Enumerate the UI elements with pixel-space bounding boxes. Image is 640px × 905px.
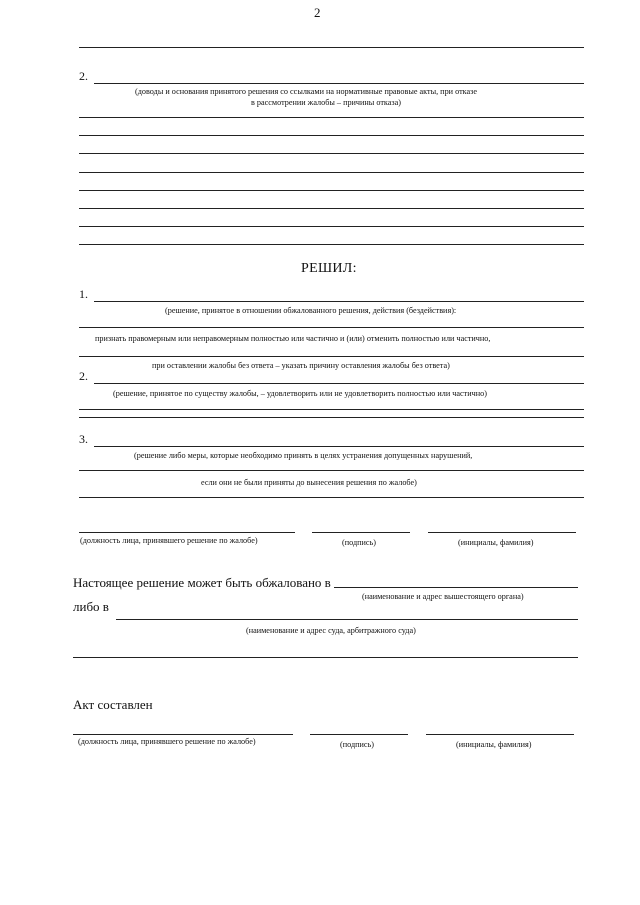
blank-line bbox=[79, 153, 584, 154]
decision-2-caption: (решение, принятое по существу жалобы, – удовлетворить или не удовлетворить полностью или частично) bbox=[113, 389, 487, 398]
decided-heading: РЕШИЛ: bbox=[301, 261, 357, 276]
decision-1-number: 1. bbox=[79, 287, 88, 301]
blank-line bbox=[79, 190, 584, 191]
name-caption: (инициалы, фамилия) bbox=[458, 538, 534, 547]
blank-line bbox=[79, 47, 584, 48]
blank-line bbox=[79, 244, 584, 245]
position-line bbox=[79, 532, 295, 533]
blank-line bbox=[79, 117, 584, 118]
blank-line bbox=[79, 208, 584, 209]
blank-line bbox=[79, 327, 584, 328]
decision-1-caption: при оставлении жалобы без ответа – указать причину оставления жалобы без ответа) bbox=[152, 361, 450, 370]
blank-line bbox=[334, 587, 578, 588]
blank-line bbox=[116, 619, 578, 620]
name-line bbox=[426, 734, 574, 735]
signature-caption: (подпись) bbox=[340, 740, 374, 749]
blank-line bbox=[79, 226, 584, 227]
blank-line bbox=[94, 301, 584, 302]
blank-line bbox=[79, 497, 584, 498]
blank-line bbox=[73, 657, 578, 658]
blank-line bbox=[79, 172, 584, 173]
signature-line bbox=[310, 734, 408, 735]
decision-3-caption: (решение либо меры, которые необходимо принять в целях устранения допущенных нарушений, bbox=[134, 451, 473, 460]
section-2-caption: в рассмотрении жалобы – причины отказа) bbox=[251, 98, 402, 107]
signature-caption: (подпись) bbox=[342, 538, 376, 547]
position-caption: (должность лица, принявшего решение по жалобе) bbox=[80, 536, 258, 545]
blank-line bbox=[94, 83, 584, 84]
section-2-caption: (доводы и основания принятого решения со ссылками на нормативные правовые акты, при отказе bbox=[135, 87, 478, 96]
name-line bbox=[428, 532, 576, 533]
blank-line bbox=[94, 446, 584, 447]
blank-line bbox=[79, 409, 584, 410]
decision-1-caption: (решение, принятое в отношении обжалованного решения, действия (бездействия): bbox=[165, 306, 457, 315]
blank-line bbox=[79, 417, 584, 418]
act-text: Акт составлен bbox=[73, 697, 153, 712]
signature-line bbox=[312, 532, 410, 533]
decision-3-number: 3. bbox=[79, 432, 88, 446]
position-caption: (должность лица, принявшего решение по жалобе) bbox=[78, 737, 256, 746]
decision-2-number: 2. bbox=[79, 369, 88, 383]
decision-1-caption: признать правомерным или неправомерным полностью или частично и (или) отменить полностью или частично, bbox=[95, 334, 491, 343]
blank-line bbox=[94, 383, 584, 384]
appeal-body-caption: (наименование и адрес вышестоящего органа) bbox=[362, 592, 524, 601]
name-caption: (инициалы, фамилия) bbox=[456, 740, 532, 749]
blank-line bbox=[79, 356, 584, 357]
position-line bbox=[73, 734, 293, 735]
court-caption: (наименование и адрес суда, арбитражного суда) bbox=[246, 626, 416, 635]
blank-line bbox=[79, 470, 584, 471]
decision-3-caption: если они не были приняты до вынесения решения по жалобе) bbox=[201, 478, 417, 487]
page-number: 2 bbox=[314, 5, 321, 20]
either-text: либо в bbox=[73, 599, 109, 614]
appeal-text: Настоящее решение может быть обжаловано в bbox=[73, 575, 331, 590]
section-2-number: 2. bbox=[79, 69, 88, 83]
blank-line bbox=[79, 135, 584, 136]
